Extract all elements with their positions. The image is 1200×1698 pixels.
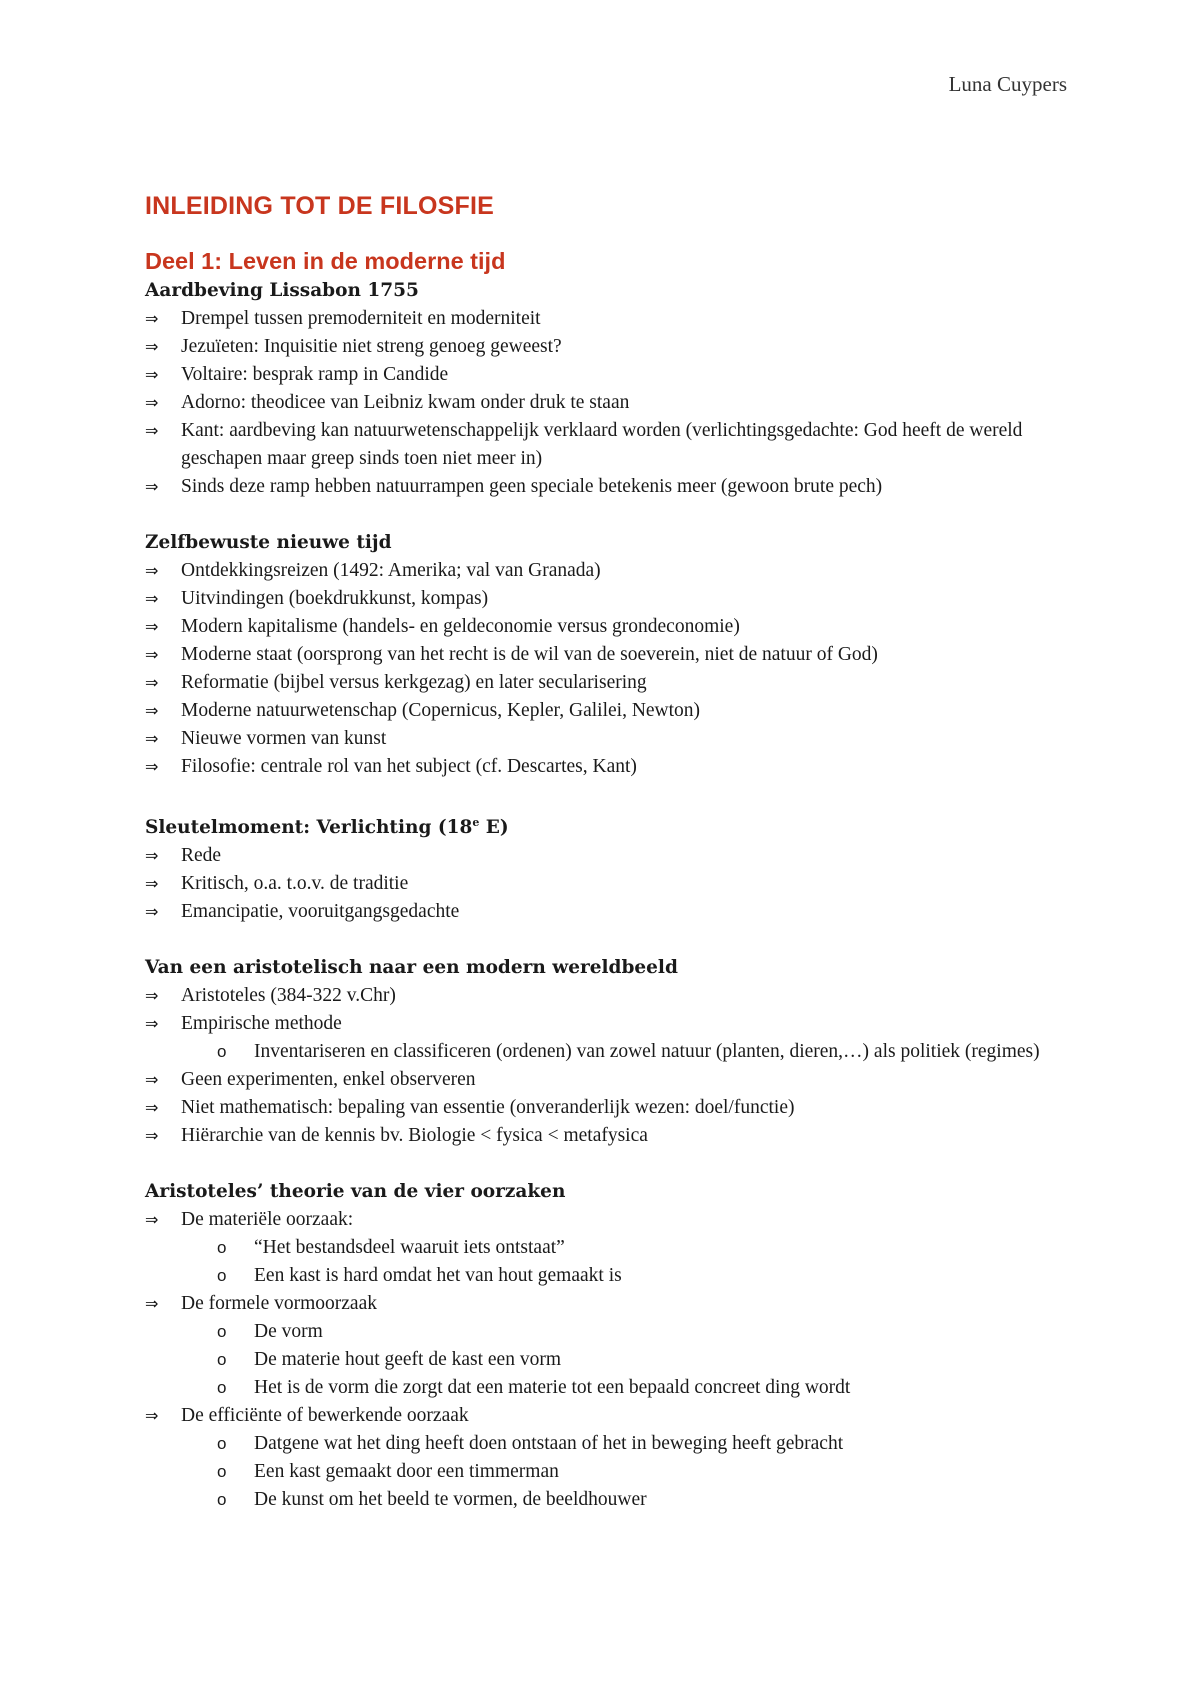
arrow-bullet-icon: ⇒ — [145, 337, 159, 356]
document-content — [145, 192, 1085, 1514]
section-heading-text: Sleutelmoment: Verlichting (18 — [145, 817, 473, 839]
sub-list-item — [145, 1318, 1085, 1346]
arrow-bullet-icon: ⇒ — [145, 1070, 159, 1090]
bullet-list — [145, 557, 1085, 781]
list-item-text: Rede — [181, 845, 222, 867]
sub-bullet-list — [181, 1430, 1085, 1514]
circle-bullet-icon: o — [217, 1266, 227, 1286]
section-heading — [145, 809, 1085, 842]
list-item — [145, 389, 1085, 417]
arrow-bullet-icon: ⇒ — [145, 309, 159, 328]
sub-list-item-text: Datgene wat het ding heeft doen ontstaan of het in beweging heeft gebracht — [254, 1433, 844, 1455]
list-item-text: De efficiënte of bewerkende oorzaak — [181, 1405, 469, 1427]
arrow-bullet-icon: ⇒ — [145, 561, 159, 580]
arrow-bullet-icon: ⇒ — [145, 902, 159, 922]
sections-container — [145, 277, 1085, 1514]
list-item — [145, 585, 1085, 613]
section-heading-suffix: E) — [479, 817, 509, 839]
list-item-text: Aristoteles (384-322 v.Chr) — [181, 985, 396, 1007]
bullet-list — [145, 1206, 1085, 1514]
arrow-bullet-icon: ⇒ — [145, 1014, 159, 1034]
list-item-text: Niet mathematisch: bepaling van essentie (onveranderlijk wezen: doel/functie) — [181, 1097, 795, 1119]
section-heading — [145, 529, 1085, 557]
list-item — [145, 1066, 1085, 1094]
list-item-text: Sinds deze ramp hebben natuurrampen geen speciale betekenis meer (gewoon brute pech) — [181, 476, 883, 497]
part-heading: Deel 1: Leven in de moderne tijd — [145, 248, 506, 274]
arrow-bullet-icon: ⇒ — [145, 1210, 159, 1230]
list-item-text: De formele vormoorzaak — [181, 1293, 377, 1315]
arrow-bullet-icon: ⇒ — [145, 477, 159, 496]
sub-list-item — [145, 1038, 1085, 1066]
arrow-bullet-icon: ⇒ — [145, 365, 159, 384]
section-heading — [145, 277, 1085, 305]
arrow-bullet-icon: ⇒ — [145, 1126, 159, 1146]
sub-bullet-list — [181, 1318, 1085, 1402]
arrow-bullet-icon: ⇒ — [145, 393, 159, 412]
sub-list-item — [145, 1346, 1085, 1374]
list-item — [145, 982, 1085, 1010]
sub-list-item-text: De materie hout geeft de kast een vorm — [254, 1349, 562, 1371]
list-item-text: Moderne staat (oorsprong van het recht is de wil van de soeverein, niet de natuur of God) — [181, 644, 878, 665]
sub-list-item — [145, 1262, 1085, 1290]
sub-list-item — [145, 1458, 1085, 1486]
arrow-bullet-icon: ⇒ — [145, 1406, 159, 1426]
arrow-bullet-icon: ⇒ — [145, 874, 159, 894]
list-item-text: Ontdekkingsreizen (1492: Amerika; val van Granada) — [181, 560, 601, 581]
list-item — [145, 1290, 1085, 1402]
list-item — [145, 641, 1085, 669]
list-item-text: Moderne natuurwetenschap (Copernicus, Kepler, Galilei, Newton) — [181, 700, 701, 721]
list-item-text: Reformatie (bijbel versus kerkgezag) en later secularisering — [181, 672, 647, 693]
circle-bullet-icon: o — [217, 1462, 227, 1482]
sub-list-item-text: Een kast gemaakt door een timmerman — [254, 1461, 559, 1483]
arrow-bullet-icon: ⇒ — [145, 617, 159, 636]
list-item — [145, 557, 1085, 585]
list-item-text: Drempel tussen premoderniteit en moderniteit — [181, 308, 541, 329]
circle-bullet-icon: o — [217, 1434, 227, 1454]
section-heading — [145, 954, 1085, 982]
sub-bullet-list — [181, 1038, 1085, 1066]
circle-bullet-icon: o — [217, 1350, 227, 1370]
list-item — [145, 1010, 1085, 1066]
list-item — [145, 898, 1085, 926]
section-heading-text: Aardbeving Lissabon 1755 — [145, 280, 419, 301]
sub-list-item-text: Een kast is hard omdat het van hout gemaakt is — [254, 1265, 622, 1287]
arrow-bullet-icon: ⇒ — [145, 757, 159, 776]
list-item-text: De materiële oorzaak: — [181, 1209, 354, 1231]
list-item-text: Voltaire: besprak ramp in Candide — [181, 364, 449, 385]
arrow-bullet-icon: ⇒ — [145, 421, 159, 440]
sub-list-item — [145, 1430, 1085, 1458]
sub-list-item-text: De kunst om het beeld te vormen, de beeldhouwer — [254, 1489, 647, 1511]
bullet-list — [145, 305, 1085, 501]
list-item — [145, 1094, 1085, 1122]
arrow-bullet-icon: ⇒ — [145, 645, 159, 664]
list-item — [145, 1402, 1085, 1514]
list-item — [145, 417, 1085, 473]
list-item — [145, 669, 1085, 697]
bullet-list — [145, 982, 1085, 1150]
circle-bullet-icon: o — [217, 1238, 227, 1258]
list-item — [145, 1122, 1085, 1150]
arrow-bullet-icon: ⇒ — [145, 1294, 159, 1314]
list-item — [145, 305, 1085, 333]
section-spacer — [145, 501, 1085, 529]
sub-list-item — [145, 1486, 1085, 1514]
sub-list-item — [145, 1234, 1085, 1262]
section-heading-text: Aristoteles’ theorie van de vier oorzaken — [145, 1181, 566, 1203]
list-item — [145, 753, 1085, 781]
section-heading — [145, 1178, 1085, 1206]
list-item-text: Empirische methode — [181, 1013, 342, 1035]
list-item-text: Uitvindingen (boekdrukkunst, kompas) — [181, 588, 489, 609]
section-heading-text: Van een aristotelisch naar een modern wereldbeeld — [145, 957, 678, 979]
circle-bullet-icon: o — [217, 1322, 227, 1342]
arrow-bullet-icon: ⇒ — [145, 701, 159, 720]
arrow-bullet-icon: ⇒ — [145, 986, 159, 1006]
sub-bullet-list — [181, 1234, 1085, 1290]
arrow-bullet-icon: ⇒ — [145, 673, 159, 692]
section-heading-text: Zelfbewuste nieuwe tijd — [145, 532, 392, 553]
list-item — [145, 697, 1085, 725]
list-item-text: Filosofie: centrale rol van het subject (cf. Descartes, Kant) — [181, 756, 637, 777]
arrow-bullet-icon: ⇒ — [145, 729, 159, 748]
section-spacer — [145, 1150, 1085, 1178]
document-title: INLEIDING TOT DE FILOSFIE — [145, 192, 494, 220]
list-item-text: Kant: aardbeving kan natuurwetenschappelijk verklaard worden (verlichtingsgedachte: God heeft de wereld geschapen maar greep sinds toen niet meer in) — [181, 420, 1023, 469]
list-item-text: Geen experimenten, enkel observeren — [181, 1069, 476, 1091]
sub-list-item-text: Het is de vorm die zorgt dat een materie tot een bepaald concreet ding wordt — [254, 1377, 851, 1399]
arrow-bullet-icon: ⇒ — [145, 589, 159, 608]
list-item-text: Emancipatie, vooruitgangsgedachte — [181, 901, 460, 923]
section-spacer — [145, 926, 1085, 954]
circle-bullet-icon: o — [217, 1490, 227, 1510]
arrow-bullet-icon: ⇒ — [145, 846, 159, 866]
sub-list-item-text: De vorm — [254, 1321, 323, 1343]
list-item — [145, 333, 1085, 361]
list-item-text: Adorno: theodicee van Leibniz kwam onder druk te staan — [181, 392, 630, 413]
bullet-list — [145, 842, 1085, 926]
list-item — [145, 613, 1085, 641]
arrow-bullet-icon: ⇒ — [145, 1098, 159, 1118]
list-item-text: Nieuwe vormen van kunst — [181, 728, 387, 749]
list-item — [145, 361, 1085, 389]
author-name: Luna Cuypers — [948, 72, 1067, 96]
list-item — [145, 842, 1085, 870]
list-item — [145, 1206, 1085, 1290]
list-item-text: Jezuïeten: Inquisitie niet streng genoeg geweest? — [181, 336, 562, 357]
sub-list-item-text: “Het bestandsdeel waaruit iets ontstaat” — [254, 1237, 565, 1259]
circle-bullet-icon: o — [217, 1042, 227, 1062]
section-spacer — [145, 781, 1085, 809]
list-item-text: Hiërarchie van de kennis bv. Biologie < fysica < metafysica — [181, 1125, 648, 1147]
list-item — [145, 725, 1085, 753]
sub-list-item — [145, 1374, 1085, 1402]
list-item-text: Modern kapitalisme (handels- en geldeconomie versus grondeconomie) — [181, 616, 740, 637]
sub-list-item-text: Inventariseren en classificeren (ordenen) van zowel natuur (planten, dieren,…) als politiek (regimes) — [254, 1041, 1040, 1063]
list-item — [145, 473, 1085, 501]
list-item-text: Kritisch, o.a. t.o.v. de traditie — [181, 873, 409, 895]
section-heading-superscript: e — [472, 816, 480, 829]
list-item — [145, 870, 1085, 898]
circle-bullet-icon: o — [217, 1378, 227, 1398]
